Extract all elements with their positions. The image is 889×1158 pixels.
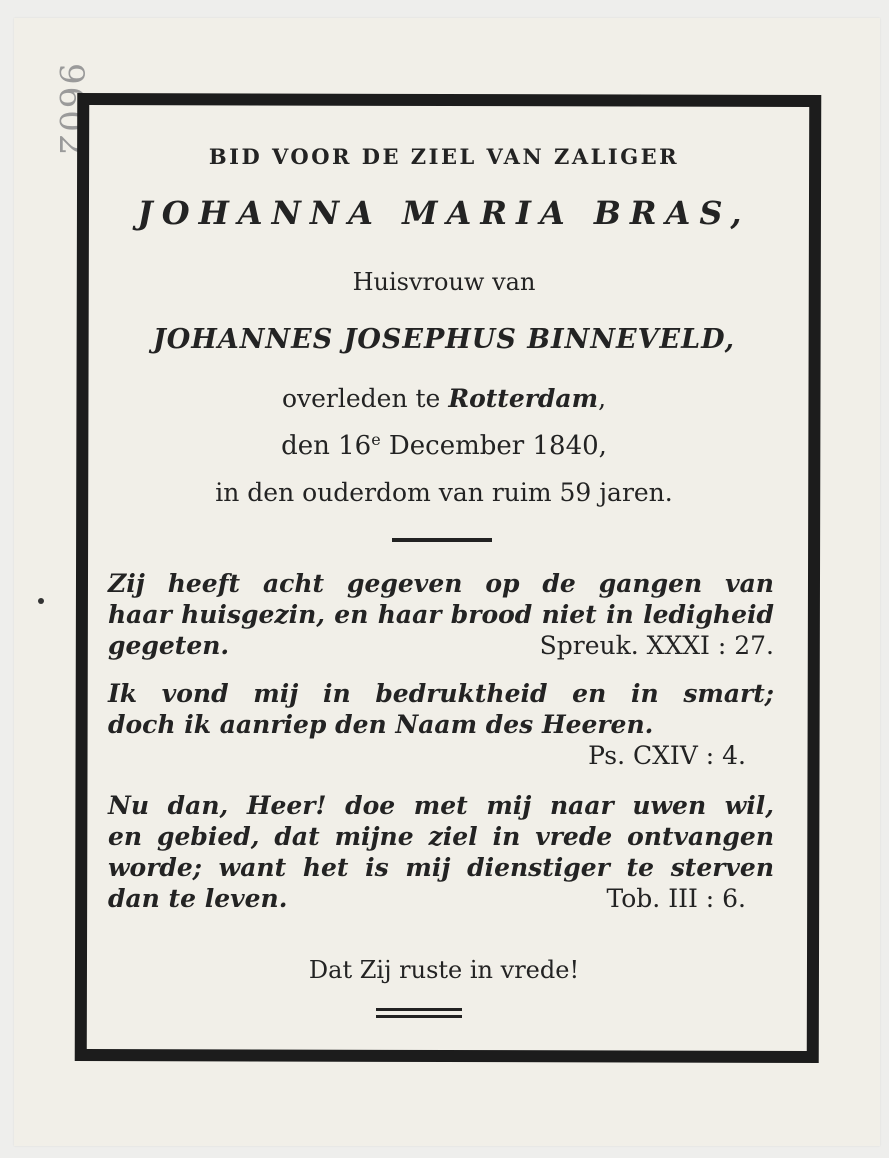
prayer-heading: BID VOOR DE ZIEL VAN ZALIGER — [208, 144, 680, 169]
deceased-name: JOHANNA MARIA BRAS, — [137, 194, 751, 232]
death-place-line — [96, 384, 792, 413]
verse-3 — [108, 790, 774, 914]
verse-reference: Spreuk. XXXI : 27. — [539, 631, 774, 660]
verse-line: dan te leven. — [108, 884, 288, 913]
death-place: Rotterdam — [448, 384, 599, 413]
verse-line: haar huisgezin, en haar brood niet in ledigheid — [108, 600, 774, 629]
double-rule-bottom — [376, 1015, 462, 1018]
date-superscript: e — [371, 430, 381, 449]
verse-reference: Ps. CXIV : 4. — [588, 741, 746, 770]
verse-line: gegeten. — [108, 631, 230, 660]
verse-line: Zij heeft acht gegeven op de gangen van — [108, 569, 774, 598]
age-line: in den ouderdom van ruim 59 jaren. — [215, 478, 673, 507]
relation-text: Huisvrouw van — [352, 268, 536, 296]
verse-line: doch ik aanriep den Naam des Heeren. — [108, 710, 654, 739]
spouse-name: JOHANNES JOSEPHUS BINNEVELD, — [153, 324, 735, 355]
verse-last-row — [108, 883, 774, 914]
card-content — [96, 110, 792, 1030]
handwritten-inventory-number: 9602 — [51, 63, 91, 158]
verse-reference: Tob. III : 6. — [606, 884, 746, 913]
verse-line: Ik vond mij in bedruktheid en in smart; — [108, 679, 774, 708]
divider-rule — [392, 538, 492, 542]
verse-line: worde; want het is mij dienstiger te sterven — [108, 853, 774, 882]
verse-last-row — [108, 630, 774, 661]
verse-line: en gebied, dat mijne ziel in vrede ontvangen — [108, 822, 774, 851]
verse-1 — [108, 568, 774, 661]
closing-blessing: Dat Zij ruste in vrede! — [308, 956, 580, 984]
died-prefix: overleden te — [281, 384, 449, 413]
date-prefix: den 16 — [281, 431, 372, 461]
place-suffix: , — [598, 384, 607, 413]
double-rule-top — [376, 1008, 462, 1011]
verse-line: Nu dan, Heer! doe met mij naar uwen wil, — [108, 791, 774, 820]
date-suffix: December 1840, — [380, 431, 607, 461]
ink-dot — [38, 598, 44, 604]
verse-2 — [108, 678, 774, 771]
death-date-line — [96, 430, 792, 461]
